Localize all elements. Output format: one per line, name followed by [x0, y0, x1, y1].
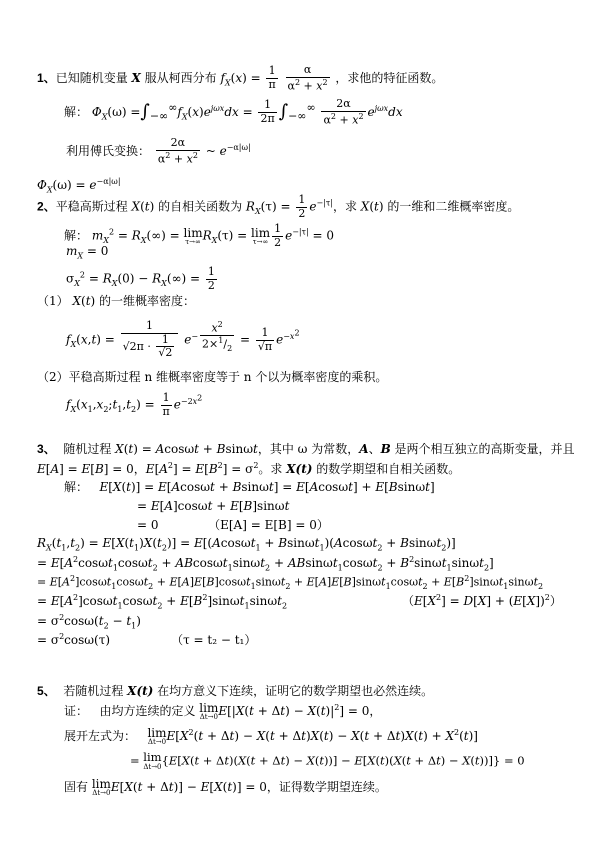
problem-3-r-eq4: = $E[A^2]\cos\omega t_1\cos\omega t_2 + E[B^2]\sin\omega t_1\sin\omega t_2$: [37, 593, 288, 611]
solution-label: 解：: [64, 104, 89, 119]
expand-label: 展开左式为：: [64, 729, 137, 743]
problem-3-number: 3、: [37, 442, 56, 456]
problem-5-expand-eq1: 展开左式为： lim Δt→0 $E[X^2(t + \Delta t) - X(t + \Delta t)X(t) - X(t + \Delta t)X(t) + X^2(t)]$: [64, 726, 478, 746]
problem-2-number: 2、: [37, 199, 56, 214]
problem-5-statement: 5、 若随机过程 X(t) 在均方意义下连续，证明它的数学期望也必然连续。: [37, 684, 434, 698]
problem-3-r-eq2: = $E[A^2\cos\omega t_1\cos\omega t_2 + ABcos\omega t_1\sin\omega t_2 + ABsin\omega t_1\cos\omega t_2 + B^2\sin\omega t_1\sin\omega t_2]$: [37, 555, 494, 573]
problem-3-mean-eq1: 解： E[X(t)] = E[Acosωt + Bsinωt] = E[Acosωt] + E[Bsinωt]: [64, 480, 435, 494]
problem-3-mean-note: （E[A] = E[B] = 0）: [208, 518, 329, 532]
solution-label: 解：: [64, 480, 89, 494]
problem-5-expand-eq2: = lim Δt→0 {E[X(t + Δt)(X(t + Δt) − X(t))] − E[X(t)(X(t + Δt) − X(t))]} = 0: [130, 750, 525, 771]
problem-2-part2-eq: $f_X(x_1,x_2;t_1,t_2)$ = $\frac{1}{\pi}$ $e^{-2x^2}$: [66, 391, 203, 418]
problem-2-part1-label: （1） X(t) 的一维概率密度：: [37, 294, 196, 308]
problem-5-proof-line1: 证： 由均方连续的定义 lim Δt→0 $E[|X(t + \Delta t) - X(t)|^2] = 0$，: [64, 701, 382, 721]
proof-label: 证：: [64, 704, 89, 718]
problem-3-r-eq1: $R_X(t_1,t_2) = E[X(t_1)X(t_2)] = E[(Acos\omega t_1 + Bsin\omega t_1)(Acos\omega t_2 + Bsin\omega t_2)]$: [37, 536, 456, 553]
problem-1-statement: 1、已知随机变量 X 服从柯西分布 $f_X(x)$ = $\frac{1}{\pi}$ $\frac{\alpha}{\alpha^2 + x^2}$ ，求他的特征函数。: [37, 63, 444, 93]
problem-3-r-eq6: = $\sigma^2\cos\omega(\tau)$ （τ = t₂ − t₁）: [37, 632, 257, 647]
problem-3-mean-eq2: = E[A]cosωt + E[B]sinωt: [137, 499, 290, 513]
problem-3-mean-eq3: = 0 （E[A] = E[B] = 0）: [137, 518, 329, 532]
problem-5-conclusion: 固有 lim Δt→0 E[X(t + Δt)] − E[X(t)] = 0，证得数学期望连续。: [64, 777, 387, 797]
problem-3-r-note4: $(E[X^2] = D[X] + (E[X])^2)$: [402, 593, 562, 608]
problem-1-solution: 解： $\Phi_X(\omega) =\int_{-\infty}^\infty f_X(x)e^{j\omega x}dx$ = $\frac{1}{2\pi}$ $\int_{-\infty}^\infty$ $\frac{2\alpha}{\alpha^2 + x^2}$ $e^{j\omega x}dx$: [64, 97, 403, 127]
problem-2-part1-eq: $f_X(x,t)$ = 1 √2π · $\frac{1}{√2}$ $e^{- \frac{x^2}{2\times^1/_2}}$ = $\frac{1}{√\pi}$ $e^{-x^2}$: [66, 319, 300, 360]
transform-label: 利用傅氏变换：: [66, 143, 151, 158]
problem-2-part2-label: （2）平稳高斯过程 n 维概率密度等于 n 个以为概率密度的乘积。: [37, 370, 388, 384]
problem-2-statement: 2、平稳高斯过程 X(t) 的自相关函数为 $R_X(\tau)$ = $\frac{1}{2}$ $e^{-|\tau|}$，求 X(t) 的一维和二维概率密度。: [37, 193, 520, 220]
problem-1-number: 1、: [37, 70, 56, 85]
problem-3-r-eq3: = $E[A^2]\cos\omega t_1\cos\omega t_2 + E[A]E[B]\cos\omega t_1\sin\omega t_2 + E[A]E[B]\sin\omega t_1\cos\omega t_2 + E[B^2]\sin\omega t_1\sin\omega t_2$: [37, 574, 544, 591]
problem-3-statement-line2: E[A] = E[B] = 0，$E[A^2] = E[B^2] = \sigma^2$。求 X(t) 的数学期望和自相关函数。: [37, 461, 461, 476]
problem-2-eq3: $\sigma_X^2 = R_X(0) - R_X(\infty)$ = $\frac{1}{2}$: [66, 265, 215, 292]
problem-2-eq1: 解： $m_X^2 = R_X(\infty)$ = lim τ→∞ $R_X(\tau)$ = lim τ→∞ $\frac{1}{2}$ $e^{-|\tau|} = 0$: [64, 222, 335, 249]
problem-5-number: 5、: [37, 684, 56, 698]
problem-3-r-eq5: = $\sigma^2\cos\omega(t_2 - t_1)$: [37, 613, 141, 631]
problem-1-transform: 利用傅氏变换： $\frac{2\alpha}{\alpha^2 + x^2}$ ~ $e^{-\alpha|\omega|}$: [66, 136, 251, 166]
problem-2-eq2: $m_X = 0$: [66, 244, 109, 261]
problem-3-r-note6: （τ = t₂ − t₁）: [171, 633, 257, 647]
solution-label: 解：: [64, 228, 89, 243]
problem-3-statement-line1: 3、 随机过程 X(t) = Acosωt + Bsinωt，其中 ω 为常数，A、B 是两个相互独立的高斯变量，并且: [37, 442, 575, 456]
problem-1-result: $\Phi_X(\omega) = e^{-\alpha|\omega|}$: [37, 177, 121, 195]
